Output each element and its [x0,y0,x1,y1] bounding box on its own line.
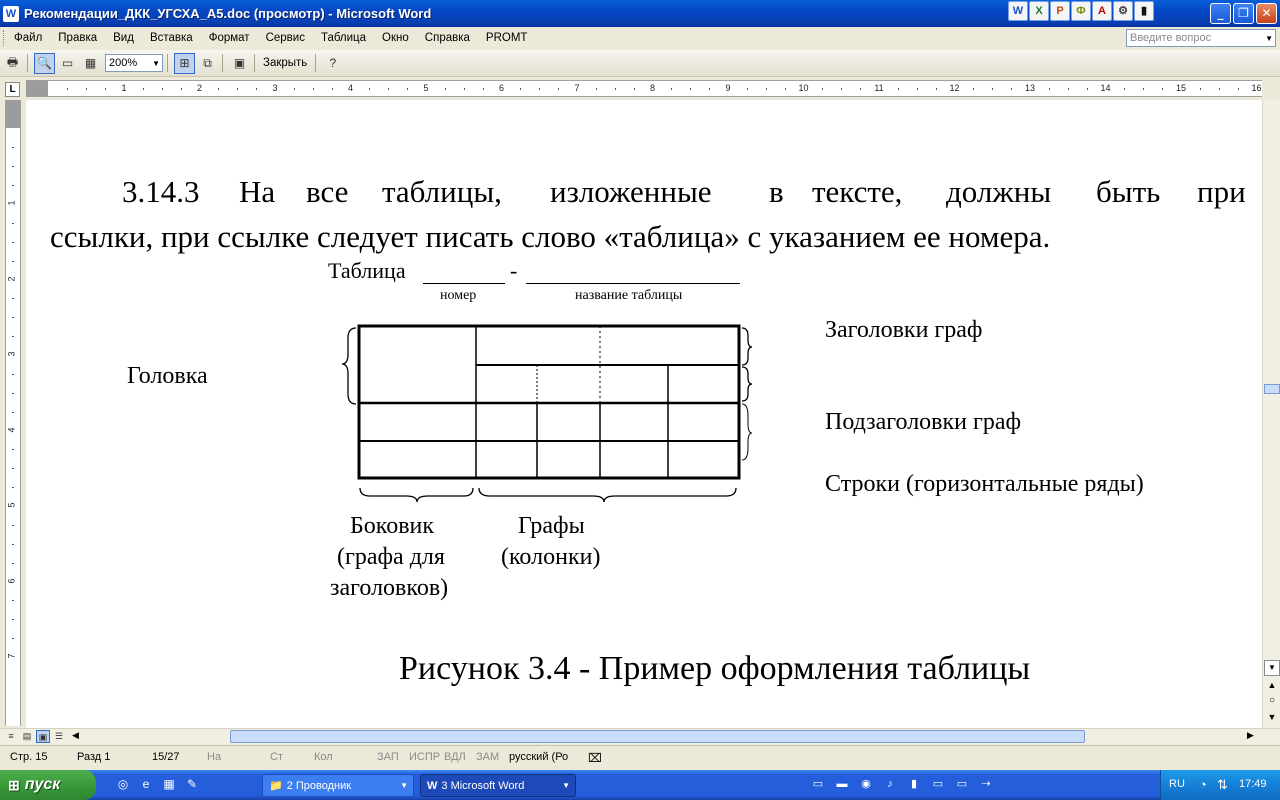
chevron-down-icon[interactable]: ▼ [1265,34,1273,43]
toolbar-separator [254,54,255,72]
ruler-tick-mark [332,88,333,90]
document-page[interactable] [26,100,1262,728]
ruler-tick-label: 5 [6,502,17,508]
language-indicator[interactable]: RU [1169,778,1185,790]
ruler-tick-mark [12,563,14,564]
status-section: Разд 1 [77,751,111,763]
ruler-tick-mark [294,88,295,90]
ruler-tick-mark [12,544,14,545]
ruler-tick-mark [1219,88,1220,90]
word-app-icon[interactable]: W [3,6,19,22]
menu-promt[interactable]: PROMT [485,32,528,44]
browse-object-icon[interactable]: ○ [1268,695,1276,706]
label-stub-3: заголовков) [330,575,449,601]
ruler-tick-mark [634,88,635,90]
view-buttons [4,730,66,743]
start-button[interactable] [0,770,96,800]
paragraph-line-1 [26,174,1262,214]
next-page-icon[interactable]: ▼ [1267,712,1277,722]
usb-icon[interactable]: ⇢ [981,778,991,790]
close-preview-button[interactable]: Закрыть [263,57,308,69]
ruler-tick-mark [1049,88,1050,90]
ruler-tick-mark [12,449,14,450]
paragraph-word: быть [1096,174,1161,209]
network-icon[interactable]: ▭ [812,778,824,790]
ruler-tick-mark [539,88,540,90]
ruler-tick-mark [690,88,691,90]
device-icon[interactable]: ▮ [910,778,918,790]
ruler-tick-mark [12,412,14,413]
ruler-tick-label: 11 [874,83,884,93]
scroll-right-arrow-icon[interactable]: ▶ [1247,730,1254,740]
ruler-tick-mark [86,88,87,90]
ruler-tick-mark [12,147,14,148]
network-tray-icon[interactable]: ⇅ [1217,777,1228,792]
ruler-top-margin [6,100,20,128]
window-title: Рекомендации_ДКК_УГСХА_А5.doc (просмотр) - Microsoft Word [24,6,432,21]
table-caption-word: Таблица [328,258,406,283]
ruler-tick-mark [785,88,786,90]
table-diagram [338,320,758,510]
maximize-button[interactable]: ❐ [1233,3,1254,24]
status-col: Кол [314,751,333,763]
ruler-tick-mark [973,88,974,90]
scroll-down-arrow-icon[interactable]: ▼ [1264,660,1280,676]
menu-help[interactable]: Справка [424,32,470,44]
caption-number-label: номер [440,288,477,303]
toolbar-icons [810,776,994,792]
spelling-status-icon[interactable]: ⌧ [588,751,602,765]
ruler-tick-mark [520,88,521,90]
columns-brace [479,488,736,502]
headers-brace [742,328,752,365]
ruler-tick-mark [1011,88,1012,90]
ruler-tick-label: 2 [6,275,17,282]
context-help-icon[interactable]: ? [329,56,337,70]
folder-icon[interactable]: ▭ [956,778,968,790]
previous-page-icon[interactable]: ▲ [1267,680,1277,690]
paragraph-word: все [306,174,349,209]
system-tray [1160,770,1280,800]
task-explorer[interactable] [262,774,414,797]
ruler-tick-mark [12,600,14,601]
paragraph-word: На [239,174,276,209]
status-at: На [207,751,222,763]
monitor-icon[interactable]: ▮ [1134,1,1154,21]
ruler-tick-label: 16 [1251,83,1262,93]
paragraph-word: в [769,174,784,209]
label-stub-1: Боковик [350,513,435,539]
ruler-tick-mark [860,88,861,90]
title-quick-icons [1008,1,1154,21]
view-ruler-icon[interactable]: ⊞ [174,53,195,74]
figure-caption: Рисунок 3.4 - Пример оформления таблицы [399,650,1031,687]
paragraph-word: при [1197,174,1246,209]
multiple-pages-icon[interactable]: ▦ [84,56,97,70]
ask-question-placeholder: Введите вопрос [1130,32,1212,44]
ruler-left-margin [26,81,48,96]
print-layout-icon[interactable]: ▣ [36,730,50,743]
acrobat-icon[interactable]: A [1092,1,1112,21]
ruler-tick-mark [256,88,257,90]
zoom-select[interactable] [105,54,163,72]
folder-icon[interactable]: ▭ [932,778,944,790]
menu-bar [0,27,1280,49]
chevron-down-icon: ▼ [400,781,408,790]
ruler-tick-mark [1124,88,1125,90]
ruler-tick-mark [162,88,163,90]
web-view-icon[interactable]: ▤ [22,731,32,741]
ruler-tick-mark [936,88,937,90]
menu-window[interactable]: Окно [382,32,409,44]
caption-name-underline [526,283,740,284]
chevron-down-icon: ▼ [562,781,570,790]
search-tray-icon[interactable]: ◔ [1199,777,1207,792]
close-window-button[interactable]: ✕ [1256,3,1277,24]
sound-icon[interactable]: ♪ [887,778,893,790]
status-language[interactable]: русский (Ро [509,751,569,763]
task-word[interactable] [420,774,576,797]
ruler-tick-mark [12,166,14,167]
taskbar [0,770,1280,800]
horizontal-scroll-thumb[interactable] [230,730,1085,743]
ruler-tick-label: 6 [6,577,17,584]
ruler-tick-label: 8 [649,83,656,93]
status-bar [0,745,1280,769]
menu-file[interactable]: Файл [14,32,43,44]
tool-icon[interactable]: ✎ [186,777,198,791]
minimize-button[interactable]: _ [1210,3,1231,24]
ruler-tick-mark [388,88,389,90]
status-page: Стр. 15 [10,751,48,763]
browser-icon[interactable]: ◎ [117,777,129,791]
menu-format[interactable]: Формат [208,32,250,44]
ruler-tick-label: 4 [6,426,17,433]
ruler-tick-label: 12 [949,83,960,93]
ruler-tick-mark [12,374,14,375]
full-screen-icon[interactable]: ▣ [233,56,246,70]
shrink-to-fit-icon[interactable]: ⧉ [203,55,212,70]
ruler-tick-mark [12,336,14,337]
chevron-down-icon[interactable]: ▼ [152,59,160,68]
task-explorer-label: 2 Проводник [286,779,352,792]
quick-launch [115,776,200,792]
ruler-tick-mark [596,88,597,90]
paragraph-word: должны [946,174,1052,209]
ruler-tick-label: 1 [6,200,17,206]
status-ovr[interactable]: ЗАМ [476,751,500,763]
preview-toolbar [0,50,1280,77]
ruler-tick-mark [1143,88,1144,90]
ruler-tick-mark [218,88,219,90]
ruler-tick-mark [464,88,465,90]
paragraph-line-2: ссылки, при ссылке следует писать слово «таблица» с указанием ее номера. [50,219,1051,254]
one-page-icon[interactable]: ▭ [61,56,74,70]
ask-question-input[interactable] [1126,29,1276,47]
ruler-tick-label: 1 [121,83,127,93]
start-label: пуск [24,776,61,793]
ruler-tick-label: 4 [347,83,354,93]
ruler-tick-mark [143,88,144,90]
menu-view[interactable]: Вид [113,32,134,44]
ruler-tick-mark [12,242,14,243]
ruler-tick-mark [992,88,993,90]
ruler-tick-mark [105,88,106,90]
zoom-value: 200% [109,57,138,69]
ruler-tick-mark [237,88,238,90]
ruler-tick-mark [917,88,918,90]
toolbar-separator [167,54,168,72]
word-icon: W [427,779,438,792]
horizontal-scrollbar[interactable] [0,728,1280,744]
ruler-tick-mark [822,88,823,90]
windows-flag-icon: ⊞ [8,776,20,793]
vertical-ruler[interactable] [5,100,21,726]
toolbar-separator [222,54,223,72]
ruler-tick-mark [483,88,484,90]
label-columns-1: Графы [518,513,585,539]
ruler-tick-mark [1087,88,1088,90]
ruler-tick-mark [12,261,14,262]
ruler-tick-mark [558,88,559,90]
label-column-headers: Заголовки граф [825,317,983,343]
menu-insert[interactable]: Вставка [149,32,193,44]
excel-icon[interactable]: X [1029,1,1049,21]
ruler-tick-mark [12,487,14,488]
ruler-tick-mark [369,88,370,90]
head-brace [342,328,356,404]
caption-number-underline [423,283,505,284]
ruler-tick-label: 14 [1100,83,1111,93]
ruler-tick-label: 6 [498,83,505,93]
ruler-tick-mark [709,88,710,90]
ruler-tick-mark [841,88,842,90]
ruler-tick-mark [12,468,14,469]
ruler-tick-mark [671,88,672,90]
ruler-tick-label: 3 [272,83,278,93]
paragraph-word: таблицы, [382,174,502,209]
menu-edit[interactable]: Правка [58,32,98,44]
paragraph-word: изложенные [550,174,712,209]
ruler-tick-label: 2 [196,83,203,93]
print-icon[interactable]: 🖶 [6,54,19,69]
horizontal-ruler[interactable] [26,80,1262,97]
folder-icon: 📁 [269,780,283,792]
ruler-tick-label: 13 [1024,83,1036,93]
rows-brace [742,404,752,460]
internet-explorer-icon[interactable]: e [142,777,150,791]
ruler-tick-mark [67,88,68,90]
label-rows: Строки (горизонтальные ряды) [825,471,1144,497]
caption-dash: - [510,258,518,283]
ruler-tick-mark [12,223,14,224]
clock[interactable]: 17:49 [1239,778,1267,790]
task-word-label: 3 Microsoft Word [441,779,525,792]
ruler-tick-label: 5 [423,83,429,93]
vertical-scrollbar[interactable] [1262,100,1280,728]
ruler-tick-mark [12,638,14,639]
ruler-tick-mark [898,88,899,90]
ruler-tick-label: 15 [1175,83,1187,93]
ruler-tick-label: 7 [574,83,580,93]
ruler-tick-label: 7 [6,653,17,659]
ruler-tick-mark [445,88,446,90]
ruler-tick-mark [181,88,182,90]
ruler-tick-mark [313,88,314,90]
formula-icon[interactable]: Ф [1071,1,1091,21]
ruler-tick-mark [766,88,767,90]
word-icon[interactable]: W [1008,1,1028,21]
label-stub-2: (графа для [337,544,445,570]
ruler-tick-mark [407,88,408,90]
ruler-tick-mark [12,298,14,299]
ruler-tick-mark [1200,88,1201,90]
title-bar[interactable] [0,0,1280,27]
ruler-tick-mark [1238,88,1239,90]
ruler-tick-mark [12,317,14,318]
outline-view-icon[interactable]: ☰ [54,731,64,741]
label-column-subheaders: Подзаголовки граф [825,409,1022,435]
ruler-tick-label: 9 [725,83,731,93]
scroll-left-arrow-icon[interactable]: ◀ [72,730,79,740]
ruler-tick-mark [12,525,14,526]
settings-icon[interactable]: ⚙ [1113,1,1133,21]
label-columns-2: (колонки) [501,544,601,570]
status-line: Ст [270,751,283,763]
caption-name-label: название таблицы [575,288,683,303]
paragraph-word: тексте, [812,174,903,209]
ruler-row [0,78,1280,100]
ruler-tick-mark [1068,88,1069,90]
ruler-tick-mark [12,393,14,394]
ruler-tick-mark [12,185,14,186]
vertical-scroll-thumb[interactable] [1264,384,1280,394]
paragraph-number: 3.14.3 [122,174,200,209]
ruler-tick-mark [747,88,748,90]
ruler-tick-label: 10 [798,83,809,93]
ruler-tick-mark [1162,88,1163,90]
status-pages: 15/27 [152,751,180,763]
subheaders-brace [742,367,752,401]
toolbar-separator [315,54,316,72]
ruler-tick-mark [12,619,14,620]
powerpoint-icon[interactable]: P [1050,1,1070,21]
menu-tools[interactable]: Сервис [265,32,305,44]
status-ext[interactable]: ВДЛ [444,751,466,763]
tab-stop-selector[interactable]: L [5,82,20,97]
status-trk[interactable]: ИСПР [409,751,441,763]
stub-brace [360,488,473,502]
menu-table[interactable]: Таблица [320,32,367,44]
normal-view-icon[interactable]: ≡ [8,731,14,741]
cd-icon[interactable]: ◉ [861,778,871,790]
magnifier-icon[interactable]: 🔍 [34,53,55,74]
ruler-tick-label: 3 [6,351,17,357]
app-icon[interactable]: ▦ [163,777,175,791]
drive-icon[interactable]: ▬ [836,778,848,790]
toolbar-separator [27,54,28,72]
ruler-tick-mark [615,88,616,90]
status-rec[interactable]: ЗАП [377,751,399,763]
label-golovka: Головка [127,363,208,389]
